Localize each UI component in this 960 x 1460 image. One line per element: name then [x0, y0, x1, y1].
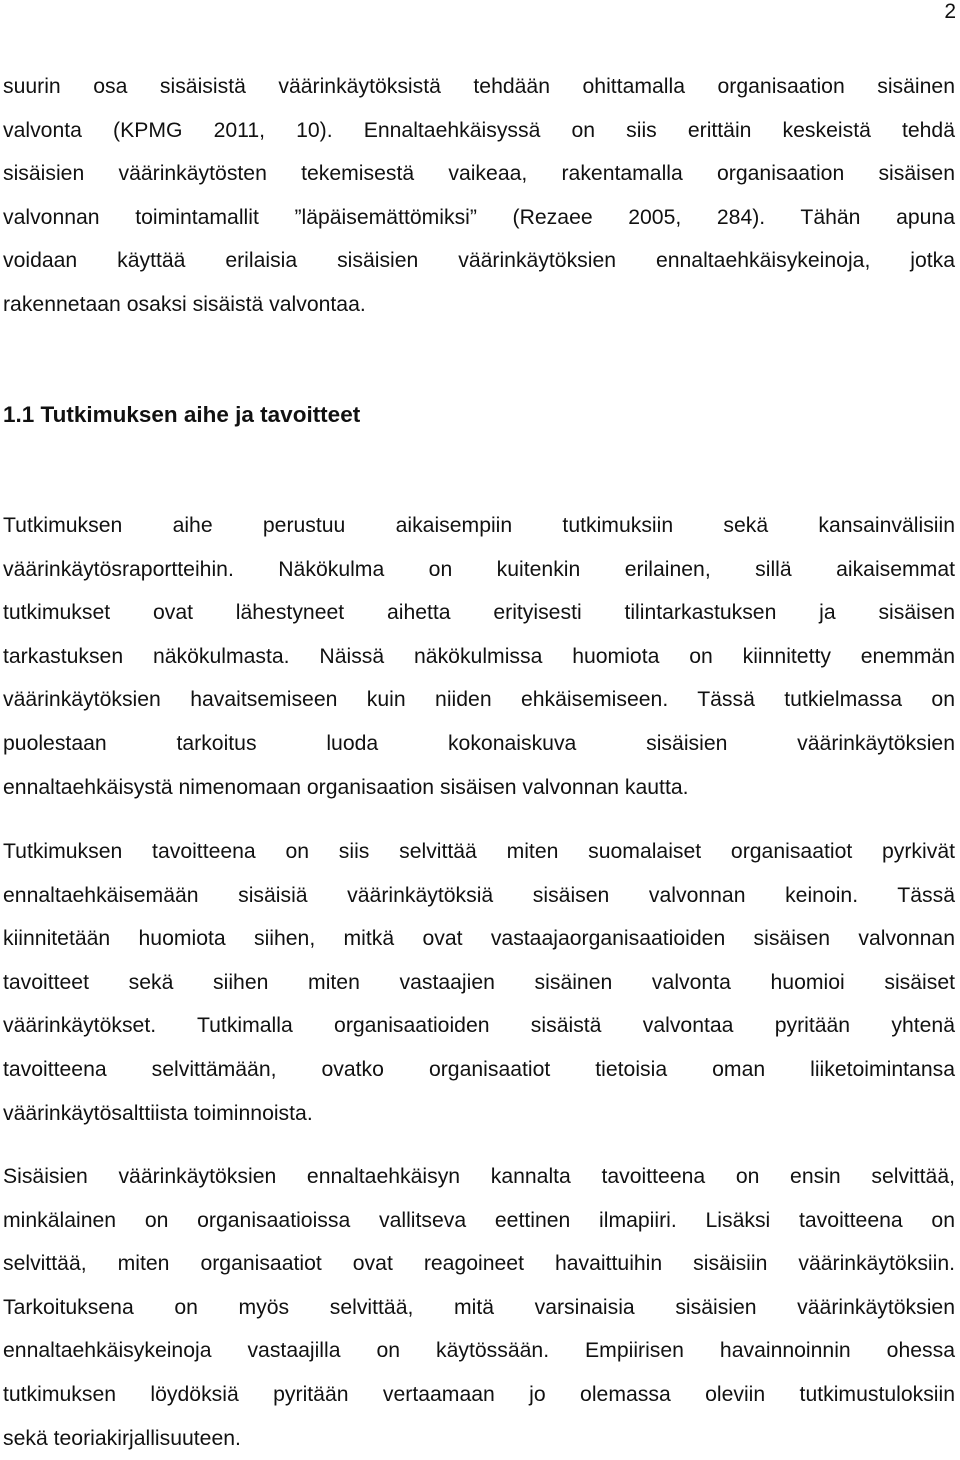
paragraph-prevention-goals: [3, 1155, 955, 1460]
text-line: tutkimukset ovat lähestyneet aihetta erityisesti tilintarkastuksen ja sisäisen: [3, 601, 955, 625]
section-heading: 1.1 Tutkimuksen aihe ja tavoitteet: [3, 402, 361, 427]
text-line: väärinkäytösraportteihin. Näkökulma on kuitenkin erilainen, sillä aikaisemmat: [3, 557, 955, 581]
paragraph-research-topic: [3, 504, 955, 809]
text-line: tarkastuksen näkökulmasta. Näissä näkökulmissa huomiota on kiinnitetty enemmän: [3, 644, 955, 668]
text-line: Tutkimuksen tavoitteena on siis selvittää miten suomalaiset organisaatiot pyrkivät: [3, 840, 955, 863]
text-line: tavoitteet sekä siihen miten vastaajien sisäinen valvonta huomioi sisäiset: [3, 970, 955, 994]
page-number: 2: [944, 0, 956, 23]
text-line: väärinkäytösalttiista toiminnoista.: [3, 1101, 313, 1125]
text-line: Tarkoituksena on myös selvittää, mitä varsinaisia sisäisien väärinkäytöksien: [3, 1295, 955, 1319]
text-line: selvittää, miten organisaatiot ovat reagoineet havaittuihin sisäisiin väärinkäytöksiin.: [3, 1252, 955, 1276]
text-line: väärinkäytöksien havaitsemiseen kuin niiden ehkäisemiseen. Tässä tutkielmassa on: [3, 688, 955, 712]
text-line: rakennetaan osaksi sisäistä valvontaa.: [3, 292, 366, 316]
paragraph-intro-continuation: [3, 65, 955, 327]
text-line: valvonnan toimintamallit ”läpäisemättömiksi” (Rezaee 2005, 284). Tähän apuna: [3, 205, 955, 229]
text-line: sekä teoriakirjallisuuteen.: [3, 1426, 241, 1450]
text-line: puolestaan tarkoitus luoda kokonaiskuva sisäisien väärinkäytöksien: [3, 731, 955, 755]
text-line: Tutkimuksen aihe perustuu aikaisempiin tutkimuksiin sekä kansainvälisiin: [3, 514, 955, 537]
text-line: ennaltaehkäisystä nimenomaan organisaation sisäisen valvonnan kautta.: [3, 775, 689, 799]
text-line: minkälainen on organisaatioissa vallitseva eettinen ilmapiiri. Lisäksi tavoitteena on: [3, 1208, 955, 1232]
text-line: kiinnitetään huomiota siihen, mitkä ovat vastaajaorganisaatioiden sisäisen valvonnan: [3, 927, 955, 951]
text-line: tutkimuksen löydöksiä pyritään vertaamaan jo olemassa oleviin tutkimustuloksiin: [3, 1382, 955, 1406]
text-line: ennaltaehkäisykeinoja vastaajilla on käytössään. Empiirisen havainnoinnin ohessa: [3, 1339, 955, 1363]
text-line: valvonta (KPMG 2011, 10). Ennaltaehkäisyssä on siis erittäin keskeistä tehdä: [3, 118, 955, 142]
text-line: ennaltaehkäisemään sisäisiä väärinkäytöksiä sisäisen valvonnan keinoin. Tässä: [3, 883, 955, 907]
text-line: väärinkäytökset. Tutkimalla organisaatioiden sisäistä valvontaa pyritään yhtenä: [3, 1014, 955, 1038]
text-line: sisäisien väärinkäytösten tekemisestä vaikeaa, rakentamalla organisaation sisäisen: [3, 162, 955, 186]
paragraph-research-goals: [3, 830, 955, 1135]
text-line: voidaan käyttää erilaisia sisäisien väärinkäytöksien ennaltaehkäisykeinoja, jotka: [3, 249, 955, 273]
text-line: Sisäisien väärinkäytöksien ennaltaehkäisyn kannalta tavoitteena on ensin selvittää,: [3, 1165, 955, 1188]
text-line: tavoitteena selvittämään, ovatko organisaatiot tietoisia oman liiketoimintansa: [3, 1057, 955, 1081]
text-line: suurin osa sisäisistä väärinkäytöksistä tehdään ohittamalla organisaation sisäinen: [3, 75, 955, 98]
